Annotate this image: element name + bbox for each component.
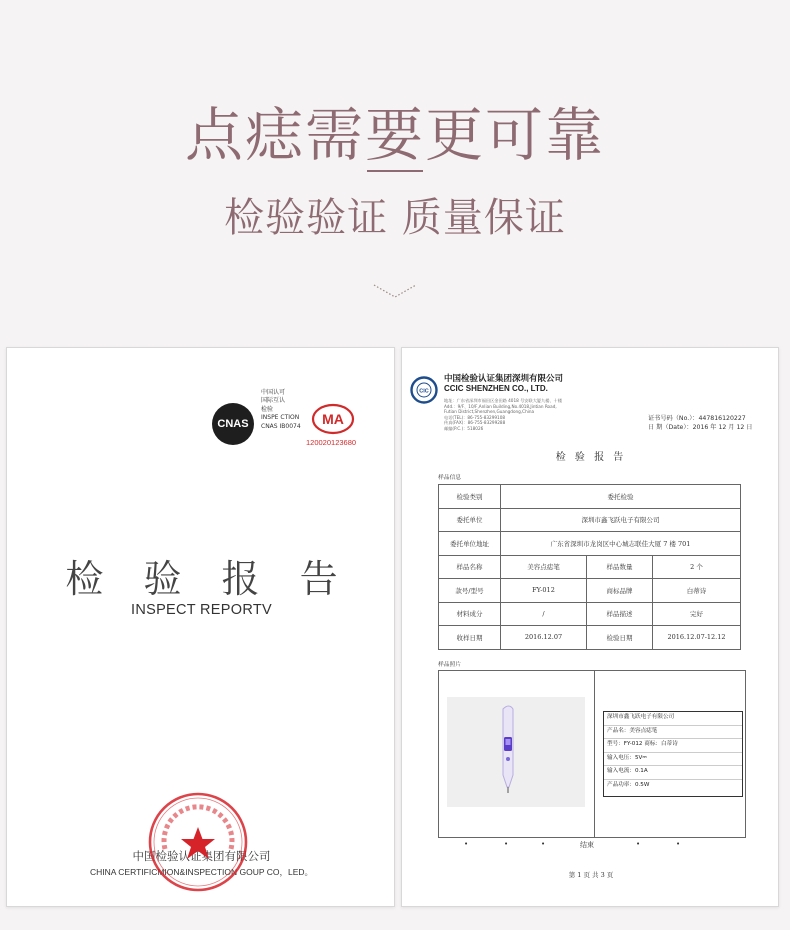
certificate-number: 证书号码（No.）：447816120227 — [648, 415, 746, 422]
certificate-date: 日 期（Date）：2016 年 12 月 12 日 — [648, 424, 753, 431]
table-row — [439, 485, 741, 509]
label-input-voltage: 输入电压：5V⎓ — [604, 753, 742, 767]
ccic-logo-icon — [410, 376, 438, 404]
end-marker-row — [438, 840, 746, 850]
table-cell: 收样日期 — [439, 626, 501, 650]
table-cell: 2016.12.07-12.12 — [653, 626, 741, 650]
table-cell: 2 个 — [653, 555, 741, 579]
table-cell: 检验日期 — [587, 626, 653, 650]
table-cell: FY-012 — [501, 579, 587, 603]
label-company: 深圳市鑫飞跃电子有限公司 — [604, 712, 742, 726]
company-address: 地址：广东省深圳市福田区金田路 4018 号安联大厦九楼、十楼 Add.：9/F、10/F,Anlian Building,No.4018,Jintian Road, Futian District,Shenzhen,Guangdong,China 电话(TEL)：86-755-83299108 传真(FAX)：86-755-83299288 邮编(P.C.)：518026 — [444, 398, 563, 431]
chevron-down-icon — [372, 282, 418, 300]
table-cell: / — [501, 602, 587, 626]
table-cell: 样品描述 — [587, 602, 653, 626]
sample-photo-box — [438, 670, 746, 838]
table-cell: 完好 — [653, 602, 741, 626]
dot-mark: • — [676, 840, 681, 848]
issuer-name-en: CHINA CERTIFICMION&INSPECTION GOUP CO，LED。 — [89, 867, 314, 877]
product-photo — [447, 697, 585, 807]
dot-mark: • — [636, 840, 641, 848]
table-cell: 深圳市鑫飞跃电子有限公司 — [501, 508, 741, 532]
table-row — [439, 508, 741, 532]
dot-mark: • — [504, 840, 509, 848]
table-cell: 样品名称 — [439, 555, 501, 579]
label-model-brand: 型号：FY-012 商标：白蒂诗 — [604, 739, 742, 753]
table-cell: 广东省深圳市龙岗区中心城志联佳大厦 7 楼 701 — [501, 532, 741, 556]
subheadline: 检验验证 质量保证 — [224, 195, 566, 241]
table-cell: 样品数量 — [587, 555, 653, 579]
label-input-current: 输入电流：0.1A — [604, 766, 742, 780]
svg-text:MA: MA — [322, 411, 344, 427]
table-row — [439, 555, 741, 579]
cnas-logo: CNAS — [212, 403, 254, 445]
headline: 点痣需要更可靠 — [184, 101, 605, 169]
table-row — [439, 579, 741, 603]
page-number: 第 1 页 共 3 页 — [568, 871, 614, 879]
cma-number: 120020123680 — [306, 438, 357, 447]
table-cell: 委托单位地址 — [439, 532, 501, 556]
company-name-en: CCIC SHENZHEN CO., LTD. — [444, 384, 548, 393]
table-cell: 检验类别 — [439, 485, 501, 509]
table-cell: 材料成分 — [439, 602, 501, 626]
table-cell: 款号/型号 — [439, 579, 501, 603]
cover-subtitle: INSPECT REPORTV — [131, 602, 272, 618]
svg-text:CIC: CIC — [419, 388, 429, 395]
sample-info-table — [438, 484, 741, 650]
title-divider — [367, 170, 423, 172]
table-row — [439, 532, 741, 556]
cnas-accreditation-text: 中国认可 国际互认 检验 INSPE CTION CNAS IB0074 — [261, 389, 301, 430]
cma-logo — [310, 403, 356, 435]
table-cell: 委托单位 — [439, 508, 501, 532]
report-detail-page — [401, 347, 779, 907]
section-sample-info: 样品信息 — [438, 475, 462, 481]
red-seal-stamp-icon — [145, 789, 251, 895]
label-power: 产品功率：0.5W — [607, 781, 650, 788]
end-mark: 结束 — [580, 841, 594, 849]
report-title: 检 验 报 告 — [555, 452, 627, 463]
report-cover-page — [6, 347, 395, 907]
table-cell: 委托检验 — [501, 485, 741, 509]
label-product-name: 产品名：美容点痣笔 — [604, 726, 742, 740]
section-sample-photo: 样品照片 — [438, 662, 462, 668]
product-label-card — [603, 711, 743, 797]
issuer-name-cn: 中国检验认证集团有限公司 — [132, 849, 271, 863]
company-name-cn: 中国检验认证集团深圳有限公司 — [444, 374, 564, 384]
photo-divider — [594, 671, 595, 837]
table-cell: 美容点痣笔 — [501, 555, 587, 579]
certificate-info — [648, 414, 752, 432]
table-row — [439, 626, 741, 650]
table-cell: 商标品牌 — [587, 579, 653, 603]
table-cell: 白蒂诗 — [653, 579, 741, 603]
table-row — [439, 602, 741, 626]
dot-mark: • — [464, 840, 469, 848]
table-cell: 2016.12.07 — [501, 626, 587, 650]
cover-title: 检 验 报 告 — [65, 557, 352, 601]
dot-mark: • — [541, 840, 546, 848]
mole-pen-icon — [447, 697, 585, 807]
